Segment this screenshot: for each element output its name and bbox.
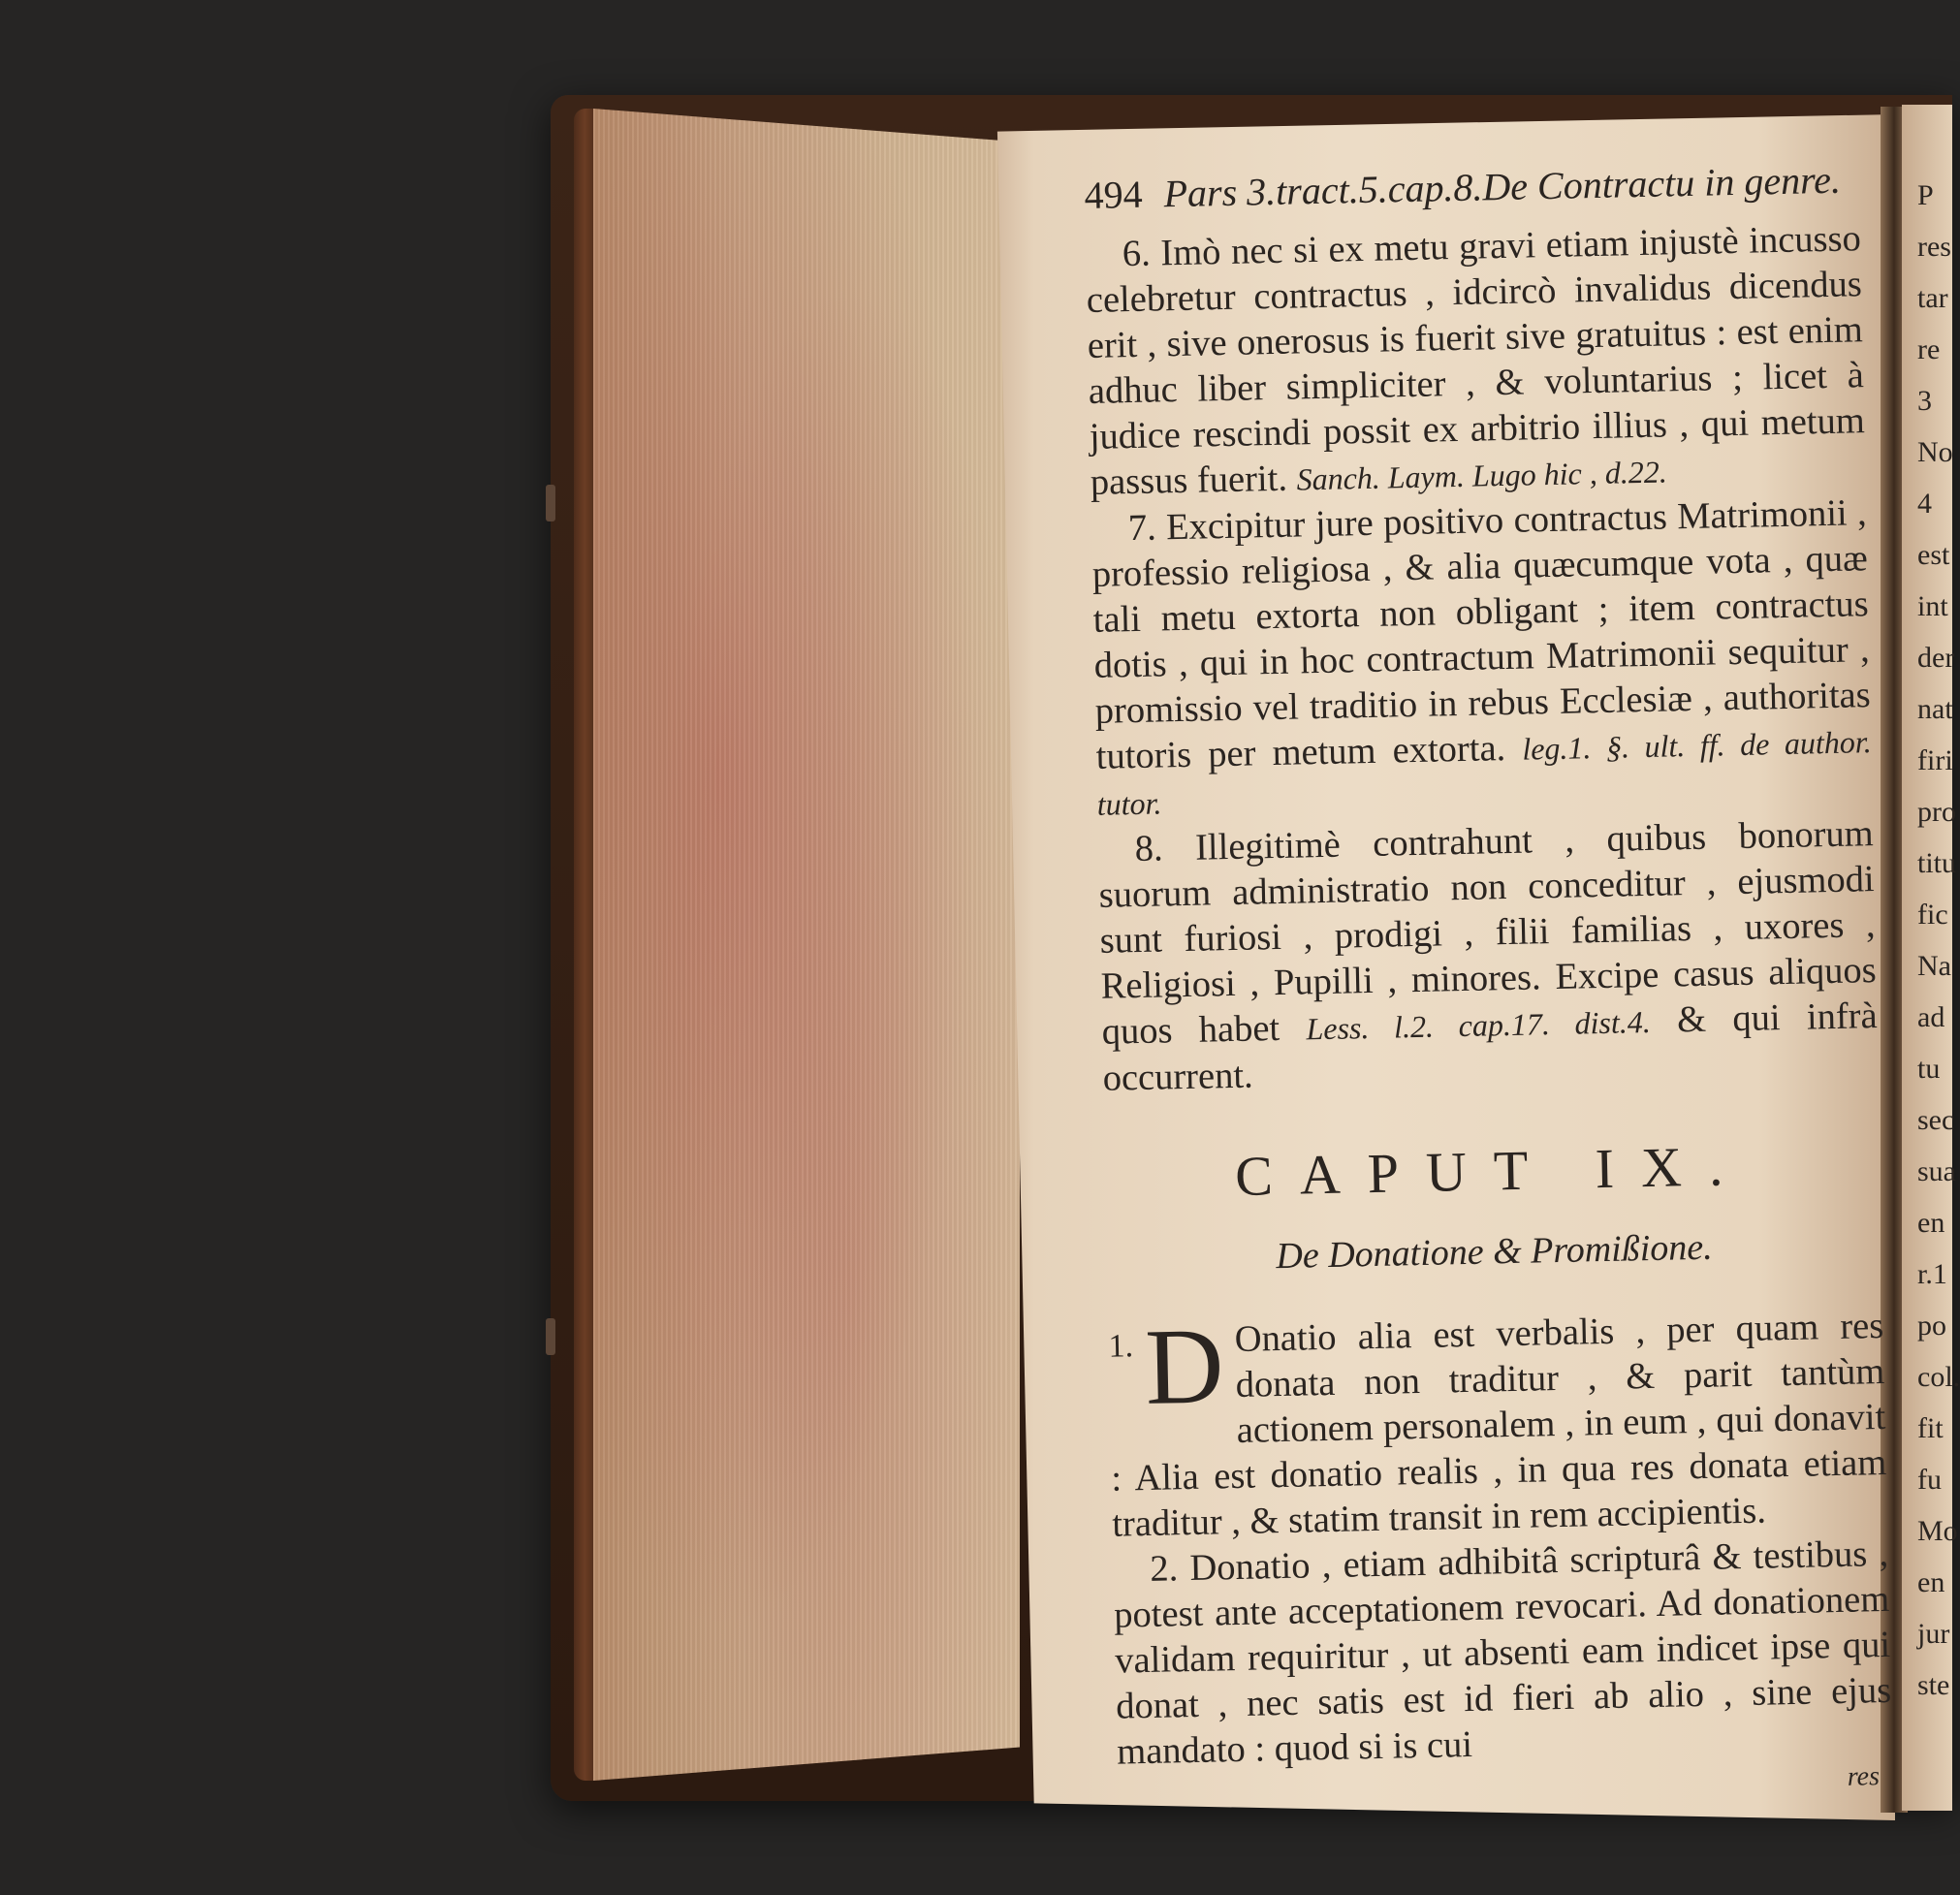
paragraph-number: 6. bbox=[1122, 233, 1152, 275]
citation: leg.1. §. ult. ff. de author. tutor. bbox=[1096, 724, 1873, 822]
facing-page-fragment: sua bbox=[1917, 1155, 1956, 1187]
facing-page-fragment: tu bbox=[1917, 1053, 1941, 1085]
paragraph-text: Excipitur jure positivo contractus Matrimonii , professio religiosa , & alia quæcumque vota , quæ tali metu extorta non obligant ; item contractus dotis , qui in hoc contractum Matrimonii sequitur , promissio vel traditio in rebus Ecclesiæ , authoritas tutoris per metum extorta. bbox=[1091, 492, 1872, 777]
facing-page-fragment: nat bbox=[1917, 693, 1953, 725]
paragraph-number: 1. bbox=[1108, 1328, 1134, 1365]
facing-page-fragment: 4 bbox=[1917, 488, 1932, 520]
paragraph-2 bbox=[1113, 1532, 1893, 1776]
facing-page-fragment: fu bbox=[1917, 1464, 1942, 1496]
facing-page-fragment: est bbox=[1917, 539, 1950, 571]
citation: Less. l.2. cap.17. dist.4. bbox=[1306, 1003, 1652, 1047]
facing-page-fragment: jur bbox=[1917, 1618, 1950, 1650]
facing-page-fragment: en bbox=[1917, 1566, 1945, 1598]
facing-page-fragment: No bbox=[1917, 436, 1953, 468]
running-head-text: Pars 3.tract.5.cap.8.De Contractu in genre. bbox=[1163, 157, 1842, 216]
paragraph-number: 2. bbox=[1149, 1548, 1179, 1590]
paragraph-number: 8. bbox=[1134, 828, 1164, 870]
paragraph-7 bbox=[1091, 490, 1873, 828]
paragraph-8 bbox=[1097, 811, 1879, 1102]
paragraph-6 bbox=[1085, 216, 1866, 507]
paragraph-text: Illegitimè contrahunt , quibus bonorum suorum administratio non conceditur , ejusmodi sunt furiosi , prodigi , filii familias , uxores , Religiosi , Pupilli , minores. Excipe casus aliquos quos habet bbox=[1098, 813, 1877, 1053]
facing-page-fragment: ste bbox=[1917, 1669, 1950, 1701]
paragraph-text: Imò nec si ex metu gravi etiam injustè incusso celebretur contractus , idcircò invalidus dicendus erit , sive onerosus is fuerit sive gratuitus : est enim adhuc liber simpliciter , & voluntarius ; licet à judice rescindi possit ex arbitrio illius , qui metum passus fuerit. bbox=[1086, 218, 1866, 503]
facing-page-fragment: firi bbox=[1917, 744, 1953, 776]
paragraph-1 bbox=[1108, 1304, 1888, 1548]
facing-page-fragment: int bbox=[1917, 590, 1948, 622]
catchword: res bbox=[1847, 1761, 1881, 1792]
facing-page-fragment: re bbox=[1917, 333, 1941, 365]
facing-page-fragment: tar bbox=[1917, 282, 1948, 314]
facing-page-fragment: titu bbox=[1917, 847, 1957, 879]
chapter-subtitle: De Donatione & Promißione. bbox=[1275, 1226, 1714, 1278]
facing-page-fragment: P bbox=[1917, 179, 1934, 211]
facing-page-fragment: sec bbox=[1917, 1104, 1955, 1136]
facing-page-fragment: der bbox=[1917, 642, 1955, 674]
page-number: 494 bbox=[1084, 172, 1144, 217]
facing-page-fragment: res bbox=[1917, 231, 1951, 263]
facing-page-fragment: fic bbox=[1917, 899, 1948, 931]
facing-page-fragment: po bbox=[1917, 1310, 1946, 1342]
citation: Sanch. Laym. Lugo hic , d.22. bbox=[1296, 454, 1668, 497]
chapter-title: CAPUT IX. bbox=[1234, 1133, 1752, 1208]
page-text bbox=[1084, 150, 1893, 1808]
facing-page-fragment: pro bbox=[1917, 796, 1956, 828]
clasp-bottom bbox=[546, 1318, 555, 1355]
facing-page-fragment: r.1 bbox=[1917, 1258, 1947, 1290]
facing-page-fragment: 3 bbox=[1917, 385, 1932, 417]
facing-page-fragment: Mo bbox=[1917, 1515, 1958, 1547]
paragraph-text: Donatio , etiam adhibitâ scripturâ & testibus , potest ante acceptationem revocari. Ad donationem validam requiritur , ut absenti eam indicet ipse qui donat , nec satis est id fieri ab alio , sine ejus mandato : quod si is cui bbox=[1113, 1532, 1892, 1773]
drop-cap: D bbox=[1144, 1306, 1225, 1428]
facing-page-fragment: fit bbox=[1917, 1412, 1944, 1444]
paragraph-tail: & qui infrà occurrent. bbox=[1102, 995, 1878, 1099]
page-block-edge bbox=[593, 109, 1020, 1781]
facing-page-fragment: Na bbox=[1917, 950, 1951, 982]
facing-page-fragment: en bbox=[1917, 1207, 1945, 1239]
facing-page-fragment: ad bbox=[1917, 1001, 1945, 1033]
paragraph-number: 7. bbox=[1127, 507, 1157, 550]
paragraph-text: Onatio alia est verbalis , per quam res donata non traditur , & parit tantùm actionem personalem , in eum , qui donavit : Alia est donatio realis , in qua res donata etiam traditur , & statim transit in rem accipientis. bbox=[1110, 1305, 1887, 1545]
facing-page-fragment: col. bbox=[1917, 1361, 1960, 1393]
clasp-top bbox=[546, 485, 555, 521]
